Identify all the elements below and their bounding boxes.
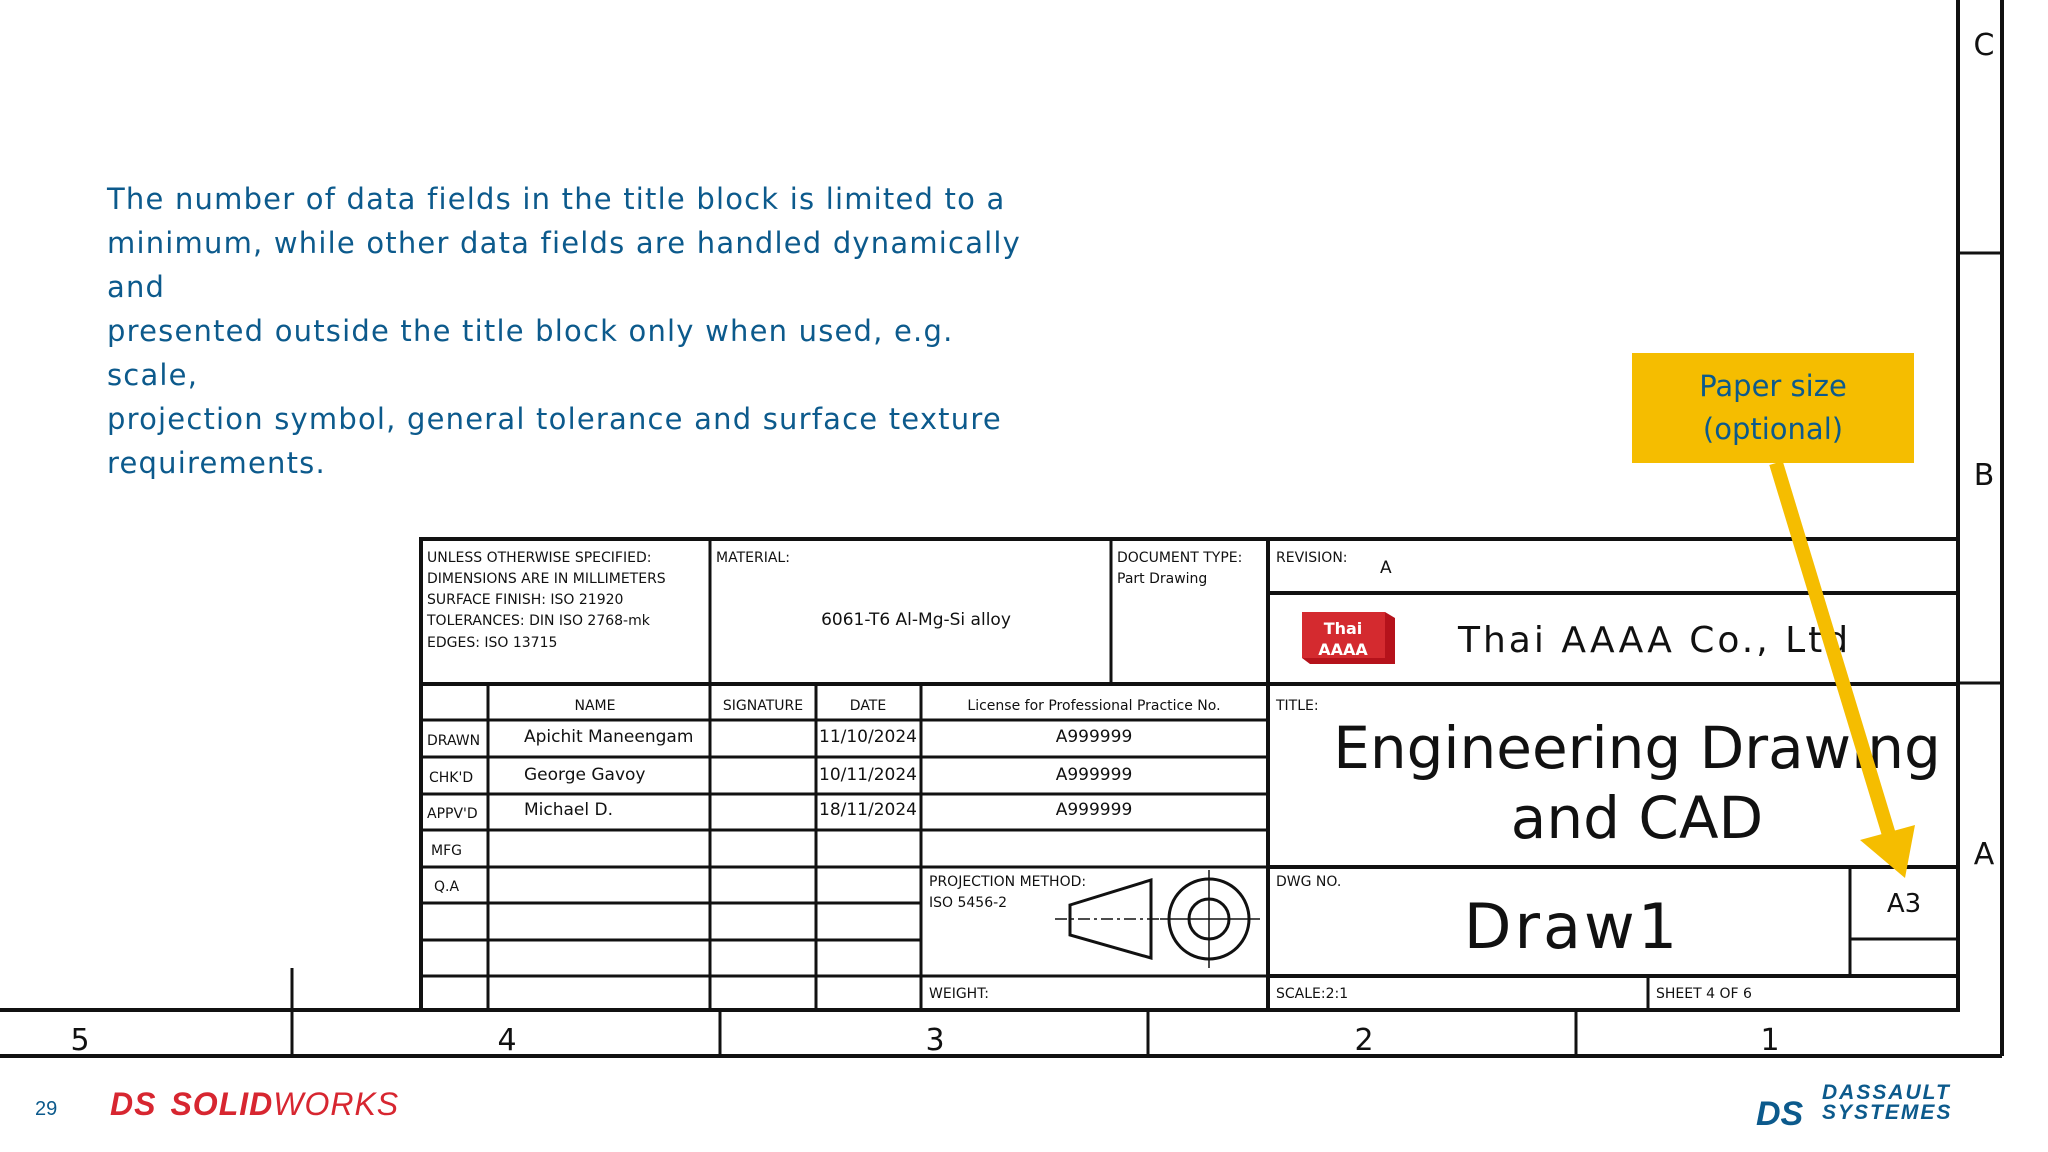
document-type-value: Part Drawing: [1117, 571, 1208, 587]
row-date: 11/10/2024: [819, 727, 917, 747]
description-line: presented outside the title block only when used, e.g. scale,: [107, 314, 954, 392]
row-date: 18/11/2024: [819, 800, 917, 820]
solidworks-ds-mark: DS: [110, 1086, 157, 1122]
solidworks-logo-solid: SOLID: [170, 1086, 274, 1122]
description-line: minimum, while other data fields are handled dynamically and: [107, 226, 1022, 304]
header-date: DATE: [849, 698, 887, 714]
company-logo-line2: AAAA: [1318, 640, 1368, 659]
dwg-no-value: Draw1: [1463, 890, 1681, 963]
callout-line-1: Paper size: [1699, 369, 1847, 403]
document-type-label: DOCUMENT TYPE:: [1117, 550, 1243, 566]
zone-col-5: 5: [70, 1023, 90, 1058]
sheet-label: SHEET 4 OF 6: [1656, 986, 1752, 1002]
header-signature: SIGNATURE: [722, 698, 804, 714]
company-name: Thai AAAA Co., Ltd: [1458, 620, 1852, 661]
title-label: TITLE:: [1276, 698, 1319, 714]
general-note-5: EDGES: ISO 13715: [427, 635, 558, 651]
general-note-1: UNLESS OTHERWISE SPECIFIED:: [427, 550, 652, 566]
solidworks-logo: [110, 1086, 399, 1123]
zone-row-b: B: [1973, 458, 1995, 493]
header-license: License for Professional Practice No.: [967, 698, 1221, 714]
solidworks-logo-works: WORKS: [273, 1086, 400, 1122]
row-license: A999999: [1055, 800, 1133, 820]
scale-label: SCALE:2:1: [1276, 986, 1349, 1002]
slide-description: [107, 177, 1047, 485]
page-number: 29: [35, 1098, 58, 1120]
row-role: DRAWN: [427, 733, 481, 749]
description-line: requirements.: [107, 446, 326, 480]
projection-standard: ISO 5456-2: [929, 895, 1008, 911]
company-logo-line1: Thai: [1323, 619, 1363, 638]
row-date: 10/11/2024: [819, 765, 917, 785]
callout-arrow: [1776, 463, 1915, 878]
zone-col-4: 4: [497, 1023, 517, 1058]
zone-col-1: 1: [1760, 1023, 1780, 1058]
dwg-no-label: DWG NO.: [1276, 874, 1342, 890]
description-line: projection symbol, general tolerance and surface texture: [107, 402, 1002, 436]
description-line: The number of data fields in the title block is limited to a: [107, 182, 1006, 216]
zone-row-a: A: [1973, 837, 1995, 872]
row-role: APPV'D: [427, 806, 478, 822]
revision-label: REVISION:: [1276, 550, 1348, 566]
general-note-2: DIMENSIONS ARE IN MILLIMETERS: [427, 571, 666, 587]
paper-size-value: A3: [1886, 889, 1922, 919]
projection-method-label: PROJECTION METHOD:: [929, 874, 1087, 890]
dassault-ds-mark: DS: [1756, 1095, 1804, 1133]
row-license: A999999: [1055, 765, 1133, 785]
row-name: George Gavoy: [524, 765, 646, 785]
dassault-logo-line2: SYSTEMES: [1822, 1101, 1953, 1124]
callout-line-2: (optional): [1702, 412, 1844, 446]
general-note-3: SURFACE FINISH: ISO 21920: [427, 592, 624, 608]
row-license: A999999: [1055, 727, 1133, 747]
revision-value: A: [1380, 558, 1392, 578]
row-role: Q.A: [434, 879, 460, 895]
weight-label: WEIGHT:: [929, 986, 989, 1002]
material-label: MATERIAL:: [716, 550, 790, 566]
drawing-title-line2: and CAD: [1510, 784, 1764, 852]
zone-col-2: 2: [1354, 1023, 1374, 1058]
company-logo: [1302, 612, 1395, 664]
header-name: NAME: [574, 698, 616, 714]
row-name: Apichit Maneengam: [524, 727, 694, 747]
row-role: CHK'D: [429, 770, 474, 786]
zone-col-3: 3: [925, 1023, 945, 1058]
dassault-logo-line1: DASSAULT: [1822, 1081, 1951, 1104]
general-note-4: TOLERANCES: DIN ISO 2768-mk: [427, 613, 650, 629]
zone-row-c: C: [1973, 28, 1995, 63]
drawing-title-line1: Engineering Drawing: [1333, 714, 1941, 782]
paper-size-callout: [1632, 353, 1914, 463]
row-name: Michael D.: [524, 800, 614, 820]
material-value: 6061-T6 Al-Mg-Si alloy: [821, 610, 1011, 630]
row-role: MFG: [431, 843, 462, 859]
